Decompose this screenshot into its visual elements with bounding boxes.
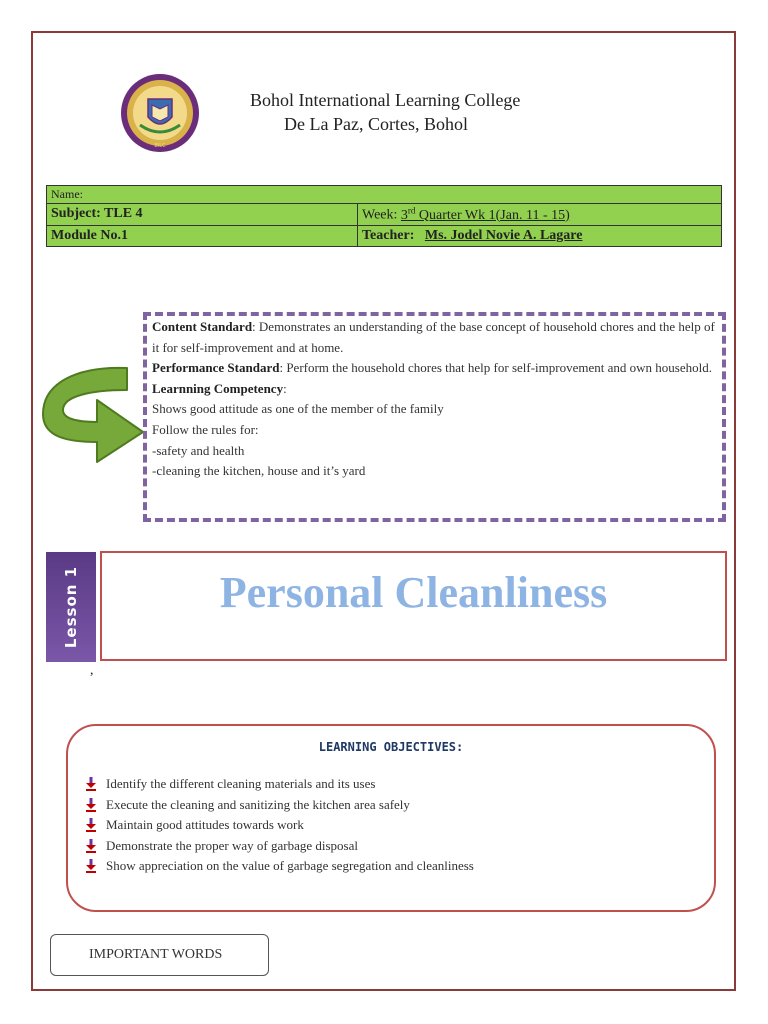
teacher-cell	[358, 225, 722, 246]
name-field[interactable]: Name:	[47, 186, 722, 204]
competency-line: Follow the rules for:	[152, 421, 259, 437]
subject-cell: Subject: TLE 4	[47, 204, 358, 226]
lesson-tab-label: Lesson 1	[62, 565, 80, 649]
competency-line: -safety and health	[152, 442, 245, 458]
week-ordinal: 3	[400, 207, 408, 223]
objective-text: Identify the different cleaning materials and its uses	[106, 776, 376, 791]
competency-line: -cleaning the kitchen, house and it’s yard	[152, 463, 366, 479]
objective-item	[86, 856, 474, 877]
standards-text	[152, 317, 724, 482]
competency-line: Shows good attitude as one of the member of the family	[152, 401, 444, 417]
performance-standard	[152, 358, 724, 379]
lesson-title: Personal Cleanliness	[219, 568, 608, 617]
learning-competency-label: Learnning Competency	[152, 380, 284, 396]
objectives-list	[86, 774, 474, 877]
content-standard-text: : Demonstrates an understanding of the base concept of household chores and the help of it for self-improvement and at home.	[152, 319, 715, 355]
objective-text: Show appreciation on the value of garbage segregation and cleanliness	[106, 858, 474, 873]
objectives-box	[66, 724, 716, 912]
teacher-name: Ms. Jodel Novie A. Lagare	[424, 227, 583, 243]
objective-item	[86, 795, 474, 816]
school-address: De La Paz, Cortes, Bohol	[284, 114, 468, 134]
svg-text:BILC: BILC	[154, 143, 166, 149]
arrow-down-bullet-icon	[86, 798, 96, 812]
curved-arrow-icon	[35, 362, 145, 468]
content-standard	[152, 317, 724, 358]
module-cell: Module No.1	[47, 225, 358, 246]
stray-comma: ,	[90, 663, 94, 678]
performance-standard-text: : Perform the household chores that help for self-improvement and own household.	[279, 360, 712, 376]
lesson-title-box	[100, 551, 727, 661]
arrow-down-bullet-icon	[86, 839, 96, 853]
objectives-title: LEARNING OBJECTIVES:	[318, 740, 464, 754]
week-label: Week:	[362, 207, 398, 223]
content-standard-label: Content Standard	[152, 319, 253, 334]
teacher-label: Teacher:	[362, 227, 415, 243]
module-info-table	[46, 185, 722, 247]
objective-item	[86, 815, 474, 836]
learning-competency-colon: :	[283, 380, 287, 396]
learning-competency	[152, 379, 724, 400]
objective-text: Maintain good attitudes towards work	[106, 817, 304, 832]
week-cell	[358, 204, 722, 226]
week-ordinal-suffix: rd	[407, 205, 416, 215]
week-text: Quarter Wk 1(Jan. 11 - 15)	[418, 207, 570, 223]
school-seal-icon	[120, 73, 200, 153]
important-words-label: IMPORTANT WORDS	[89, 947, 223, 962]
important-words-box	[50, 934, 269, 976]
arrow-down-bullet-icon	[86, 777, 96, 791]
school-name: Bohol International Learning College	[250, 90, 521, 110]
performance-standard-label: Performance Standard	[152, 360, 280, 376]
objective-item	[86, 774, 474, 795]
objective-text: Demonstrate the proper way of garbage disposal	[106, 837, 358, 853]
arrow-down-bullet-icon	[86, 818, 96, 832]
lesson-tab	[46, 552, 96, 662]
objective-text: Execute the cleaning and sanitizing the kitchen area safely	[106, 796, 410, 812]
arrow-down-bullet-icon	[86, 859, 96, 873]
week-value	[400, 205, 570, 223]
objective-item	[86, 836, 474, 857]
